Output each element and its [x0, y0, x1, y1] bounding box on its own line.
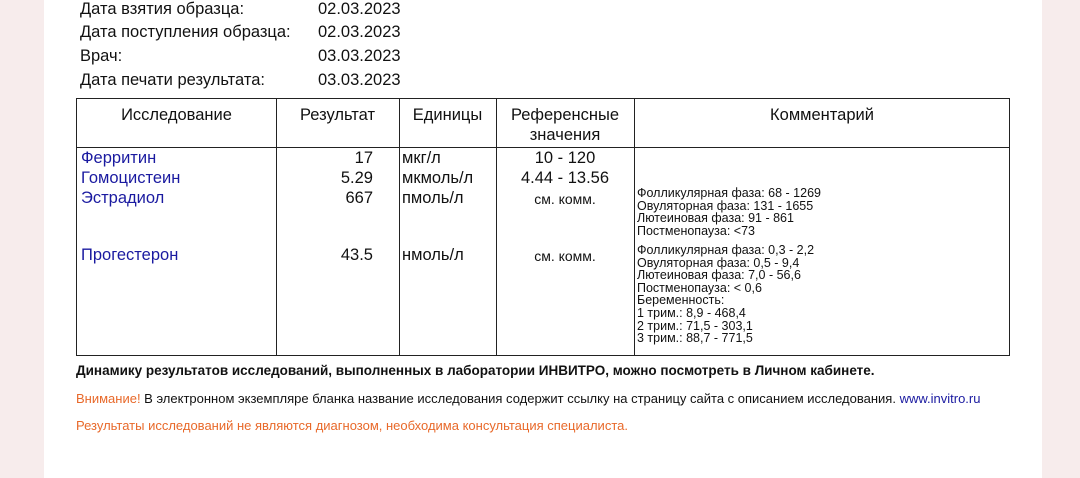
warning-text: В электронном экземпляре бланка название исследования содержит ссылку на страницу сайта с описанием исследования. — [140, 391, 900, 406]
comment-line: 1 трим.: 8,9 - 468,4 — [637, 305, 746, 320]
meta-label: Дата взятия образца: — [80, 0, 245, 18]
header-ref-line1: Референсные — [510, 106, 620, 124]
meta-value: 03.03.2023 — [318, 71, 401, 89]
comment-line: Лютеиновая фаза: 91 - 861 — [637, 211, 794, 226]
comment-line: Лютеиновая фаза: 7,0 - 56,6 — [637, 268, 801, 283]
test-unit: мкмоль/л — [402, 169, 474, 187]
dynamics-note: Динамику результатов исследований, выполненных в лаборатории ИНВИТРО, можно посмотреть в Личном кабинете. — [76, 363, 875, 378]
header-result: Результат — [299, 106, 376, 124]
test-name-link[interactable]: Ферритин — [81, 149, 157, 167]
comment-progesterone — [637, 244, 814, 345]
comment-estradiol — [637, 187, 821, 237]
warning-label: Внимание! — [76, 391, 141, 406]
test-name-link[interactable]: Гомоцистеин — [81, 169, 181, 187]
test-ref: 10 - 120 — [534, 149, 596, 167]
test-ref: 4.44 - 13.56 — [520, 169, 610, 187]
column-divider — [276, 99, 277, 355]
test-result: 667 — [345, 189, 373, 207]
result-sheet — [44, 0, 1042, 478]
column-divider — [634, 99, 635, 355]
header-units: Единицы — [412, 106, 483, 124]
comment-line: Постменопауза: < 0,6 — [637, 280, 762, 295]
comment-line: Беременность: — [637, 293, 725, 308]
test-unit: мкг/л — [402, 149, 441, 167]
header-comment: Комментарий — [770, 106, 874, 124]
comment-line: Овуляторная фаза: 131 - 1655 — [637, 198, 814, 213]
meta-value: 02.03.2023 — [318, 23, 401, 41]
test-result: 43.5 — [340, 246, 373, 264]
column-divider — [399, 99, 400, 355]
test-ref: см. комм. — [534, 191, 596, 207]
comment-line: Фолликулярная фаза: 68 - 1269 — [637, 186, 821, 200]
warning-note — [76, 391, 980, 406]
test-unit: нмоль/л — [402, 246, 464, 264]
test-result: 5.29 — [340, 169, 373, 187]
comment-line: Овуляторная фаза: 0,5 - 9,4 — [637, 255, 800, 270]
meta-label: Дата поступления образца: — [80, 23, 291, 41]
results-table — [76, 98, 1010, 356]
comment-line: Фолликулярная фаза: 0,3 - 2,2 — [637, 243, 815, 257]
comment-line: Постменопауза: <73 — [637, 223, 755, 238]
comment-line: 2 трим.: 71,5 - 303,1 — [637, 318, 753, 333]
test-unit: пмоль/л — [402, 189, 464, 207]
meta-value: 03.03.2023 — [318, 47, 401, 65]
test-name-link[interactable]: Прогестерон — [81, 246, 179, 264]
site-link[interactable]: www.invitro.ru — [899, 391, 981, 406]
test-ref: см. комм. — [534, 248, 596, 264]
meta-label: Дата печати результата: — [80, 71, 265, 89]
meta-value: 02.03.2023 — [318, 0, 401, 18]
test-name-link[interactable]: Эстрадиол — [81, 189, 165, 207]
disclaimer-note: Результаты исследований не являются диагнозом, необходима консультация специалиста. — [76, 418, 628, 433]
meta-label: Врач: — [80, 47, 123, 65]
test-result: 17 — [354, 149, 373, 167]
comment-line: 3 трим.: 88,7 - 771,5 — [637, 331, 753, 346]
header-test: Исследование — [121, 106, 232, 124]
header-ref-line2: значения — [529, 126, 601, 144]
